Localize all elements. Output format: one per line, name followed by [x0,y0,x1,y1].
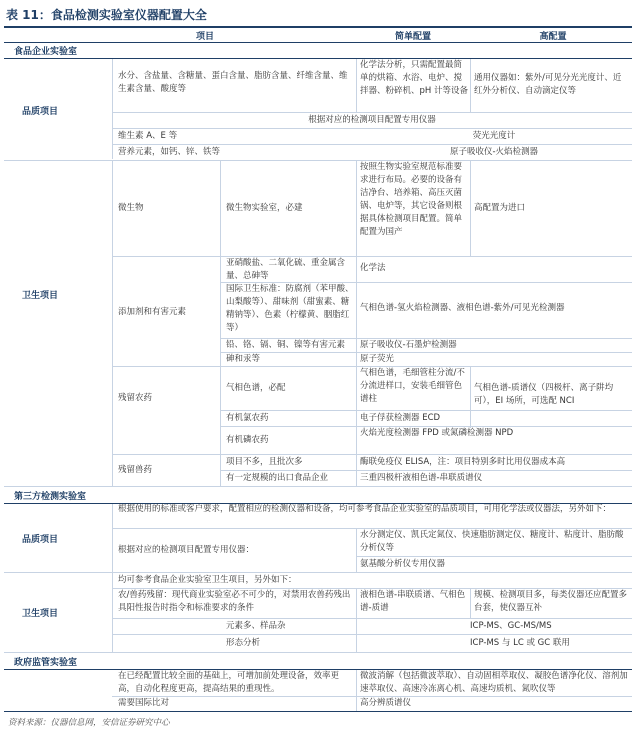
category-quality-2: 品质项目 [22,535,59,545]
grid-line [112,454,632,455]
pesticide-row2-item: 有机氯农药 [226,413,269,423]
pesticide-row1-simple: 气相色谱，毛细管柱分流/不分流进样口，安装毛细管色谱柱 [360,368,465,404]
grid-line [112,256,632,257]
grid-line [470,59,471,112]
grid-line [112,128,632,129]
third-hygiene-row2-item: 农/兽药残留：现代商业实验室必不可少的，对禁用农兽药残出具阳性报告时指令和标准要求的条件 [118,590,351,613]
ent-quality-row3-cfg: 荧光光度计 [472,131,516,141]
additive-row1-item: 亚硝酸盐、二氧化硫、重金属含量、总砷等 [226,258,346,281]
third-hygiene-row2-simple: 液相色谱-串联质谱、气相色谱-质谱 [360,590,466,613]
ent-quality-row3-item: 维生素 A、E 等 [118,131,178,141]
grid-line [470,366,471,428]
vet-row1-cfg: 酶联免疫仪 ELISA，注：项目特别多时比用仪器成本高 [360,457,566,467]
third-hygiene-row3-cfg: ICP-MS、GC-MS/MS [470,621,552,631]
grid-line [112,634,632,635]
grid-line [220,160,221,486]
third-quality-row3-simple: 氨基酸分析仪专用仪器 [360,559,446,569]
pesticide-row3-item: 有机磷农药 [226,435,269,445]
grid-line [220,470,632,471]
micro-label: 微生物 [118,203,144,213]
grid-line [4,652,632,653]
gov-row2-item: 需要国际比对 [118,698,170,708]
third-hygiene-row4-cfg: ICP-MS 与 LC 或 GC 联用 [470,638,570,648]
vet-label: 残留兽药 [118,465,153,475]
micro-adv: 高配置为进口 [474,203,526,213]
source-note: 资料来源：仪器信息网，安信证券研究中心 [8,718,170,728]
category-hygiene: 卫生项目 [22,291,59,301]
vet-row2-cfg: 三重四极杆液相色谱-串联质谱仪 [360,473,483,483]
table-title: 表 11：食品检测实验室仪器配置大全 [6,8,207,22]
additive-row2-cfg: 气相色谱-氢火焰检测器、液相色谱-紫外/可见光检测器 [360,303,565,313]
grid-line [356,160,357,486]
grid-line [112,160,113,486]
header-simple: 简单配置 [394,32,431,42]
additive-row3-item: 铅、铬、镉、铜、镍等有害元素 [226,340,346,350]
grid-line [356,59,357,112]
gov-row2-cfg: 高分辨质谱仪 [360,698,412,708]
grid-line [470,160,471,256]
pesticide-row1-item: 气相色谱，必配 [226,383,286,393]
micro-item: 微生物实验室，必建 [226,203,303,213]
third-hygiene-row1: 均可参考食品企业实验室卫生项目，另外如下： [118,575,297,585]
ent-quality-row4-cfg: 原子吸收仪-火焰检测器 [449,147,539,157]
micro-simple: 按照生物实验室规范标准要求进行布局。必要的设备有洁净台、培养箱、高压灭菌锅、电炉等，其它设备则根据具体检测项目配置。简单配置为国产 [360,162,463,237]
grid-line [356,556,632,557]
third-hygiene-row4-item: 形态分析 [226,638,261,648]
header-advanced: 高配置 [539,32,567,42]
grid-line [356,528,357,572]
third-quality-row2-simple: 水分测定仪、凯氏定氮仪、快速脂肪测定仪、糖度计、粘度计、脂肪酸分析仪等 [360,530,624,553]
pesticide-label: 残留农药 [118,393,153,403]
grid-line [112,618,632,619]
grid-line [356,670,357,711]
ent-quality-row2: 根据对应的检测项目配置专用仪器 [308,115,436,125]
grid-line [4,160,632,161]
additive-row1-simple: 化学法 [360,263,386,273]
grid-line [112,504,113,652]
pesticide-row3-simple: 火焰光度检测器 FPD 或氮磷检测器 NPD [360,428,514,438]
section-government: 政府监管实验室 [14,658,78,668]
third-hygiene-row2-adv: 规模、检测项目多，每类仪器还应配置多台套，使仪器互补 [474,590,628,613]
ent-quality-row1-simple: 化学法分析，只需配置最简单的烘箱、水浴、电炉、搅拌器、粉碎机、pH 计等设备 [360,60,468,96]
pesticide-row1-adv: 气相色谱-质谱仪（四极杆、离子阱均可），EI 场所，可选配 NCI [474,383,614,406]
grid-line [356,588,357,652]
bottom-rule [4,711,632,712]
additive-row3-simple: 原子吸收仪-石墨炉检测器 [360,340,457,350]
header-item: 项目 [195,32,214,42]
grid-line [4,486,632,487]
ent-quality-row1-adv: 通用仪器如：紫外/可见分光光度计、近红外分析仪、自动滴定仪等 [474,73,622,96]
gov-row1-cfg: 微波消解（包括微波萃取）、自动固相萃取仪、凝胶色谱净化仪、溶剂加速萃取仪、高速冷冻离心机、高速均质机、氮吹仪等 [360,671,628,694]
third-quality-row1: 根据使用的标准或客户要求，配置相应的检测仪器和设备，均可参考食品企业实验室的品质项目，可用化学法或仪器法，另外如下： [118,504,612,514]
grid-line [220,410,632,411]
section-third-party: 第三方检测实验室 [14,492,87,502]
vet-row1-item: 项目不多，且批次多 [226,457,303,467]
third-hygiene-row3-item: 元素多、样品杂 [226,621,286,631]
pesticide-row2-simple: 电子俘获检测器 ECD [360,413,441,423]
additive-row2-item: 国际卫生标准：防腐剂（苯甲酸、山梨酸等）、甜味剂（甜蜜素、糖精钠等）、色素（柠檬黄、胭脂红等） [226,284,354,333]
top-rule [4,26,632,28]
category-hygiene-2: 卫生项目 [22,609,59,619]
section-enterprise: 食品企业实验室 [14,47,78,57]
grid-line [112,112,632,113]
section-rule [4,58,632,59]
third-quality-row2-item: 根据对应的检测项目配置专用仪器： [118,545,255,555]
ent-quality-row1-item: 水分、含盐量、含糖量、蛋白含量、脂肪含量、纤维含量、维生素含量、酸度等 [118,71,348,94]
additive-row4-simple: 原子荧光 [360,354,395,364]
grid-line [112,144,632,145]
additive-row4-item: 砷和汞等 [226,354,261,364]
additive-label: 添加剂和有害元素 [118,307,187,317]
header-rule [4,42,632,43]
gov-row1-item: 在已经配置比较全面的基础上，可增加前处理设备，效率更高，自动化程度更高，提高结果的重现性。 [118,671,340,694]
grid-line [470,588,471,618]
category-quality: 品质项目 [22,107,59,117]
grid-line [4,572,632,573]
ent-quality-row4-item: 营养元素，如钙、锌、铁等 [118,147,221,157]
vet-row2-item: 有一定规模的出口食品企业 [226,473,329,483]
